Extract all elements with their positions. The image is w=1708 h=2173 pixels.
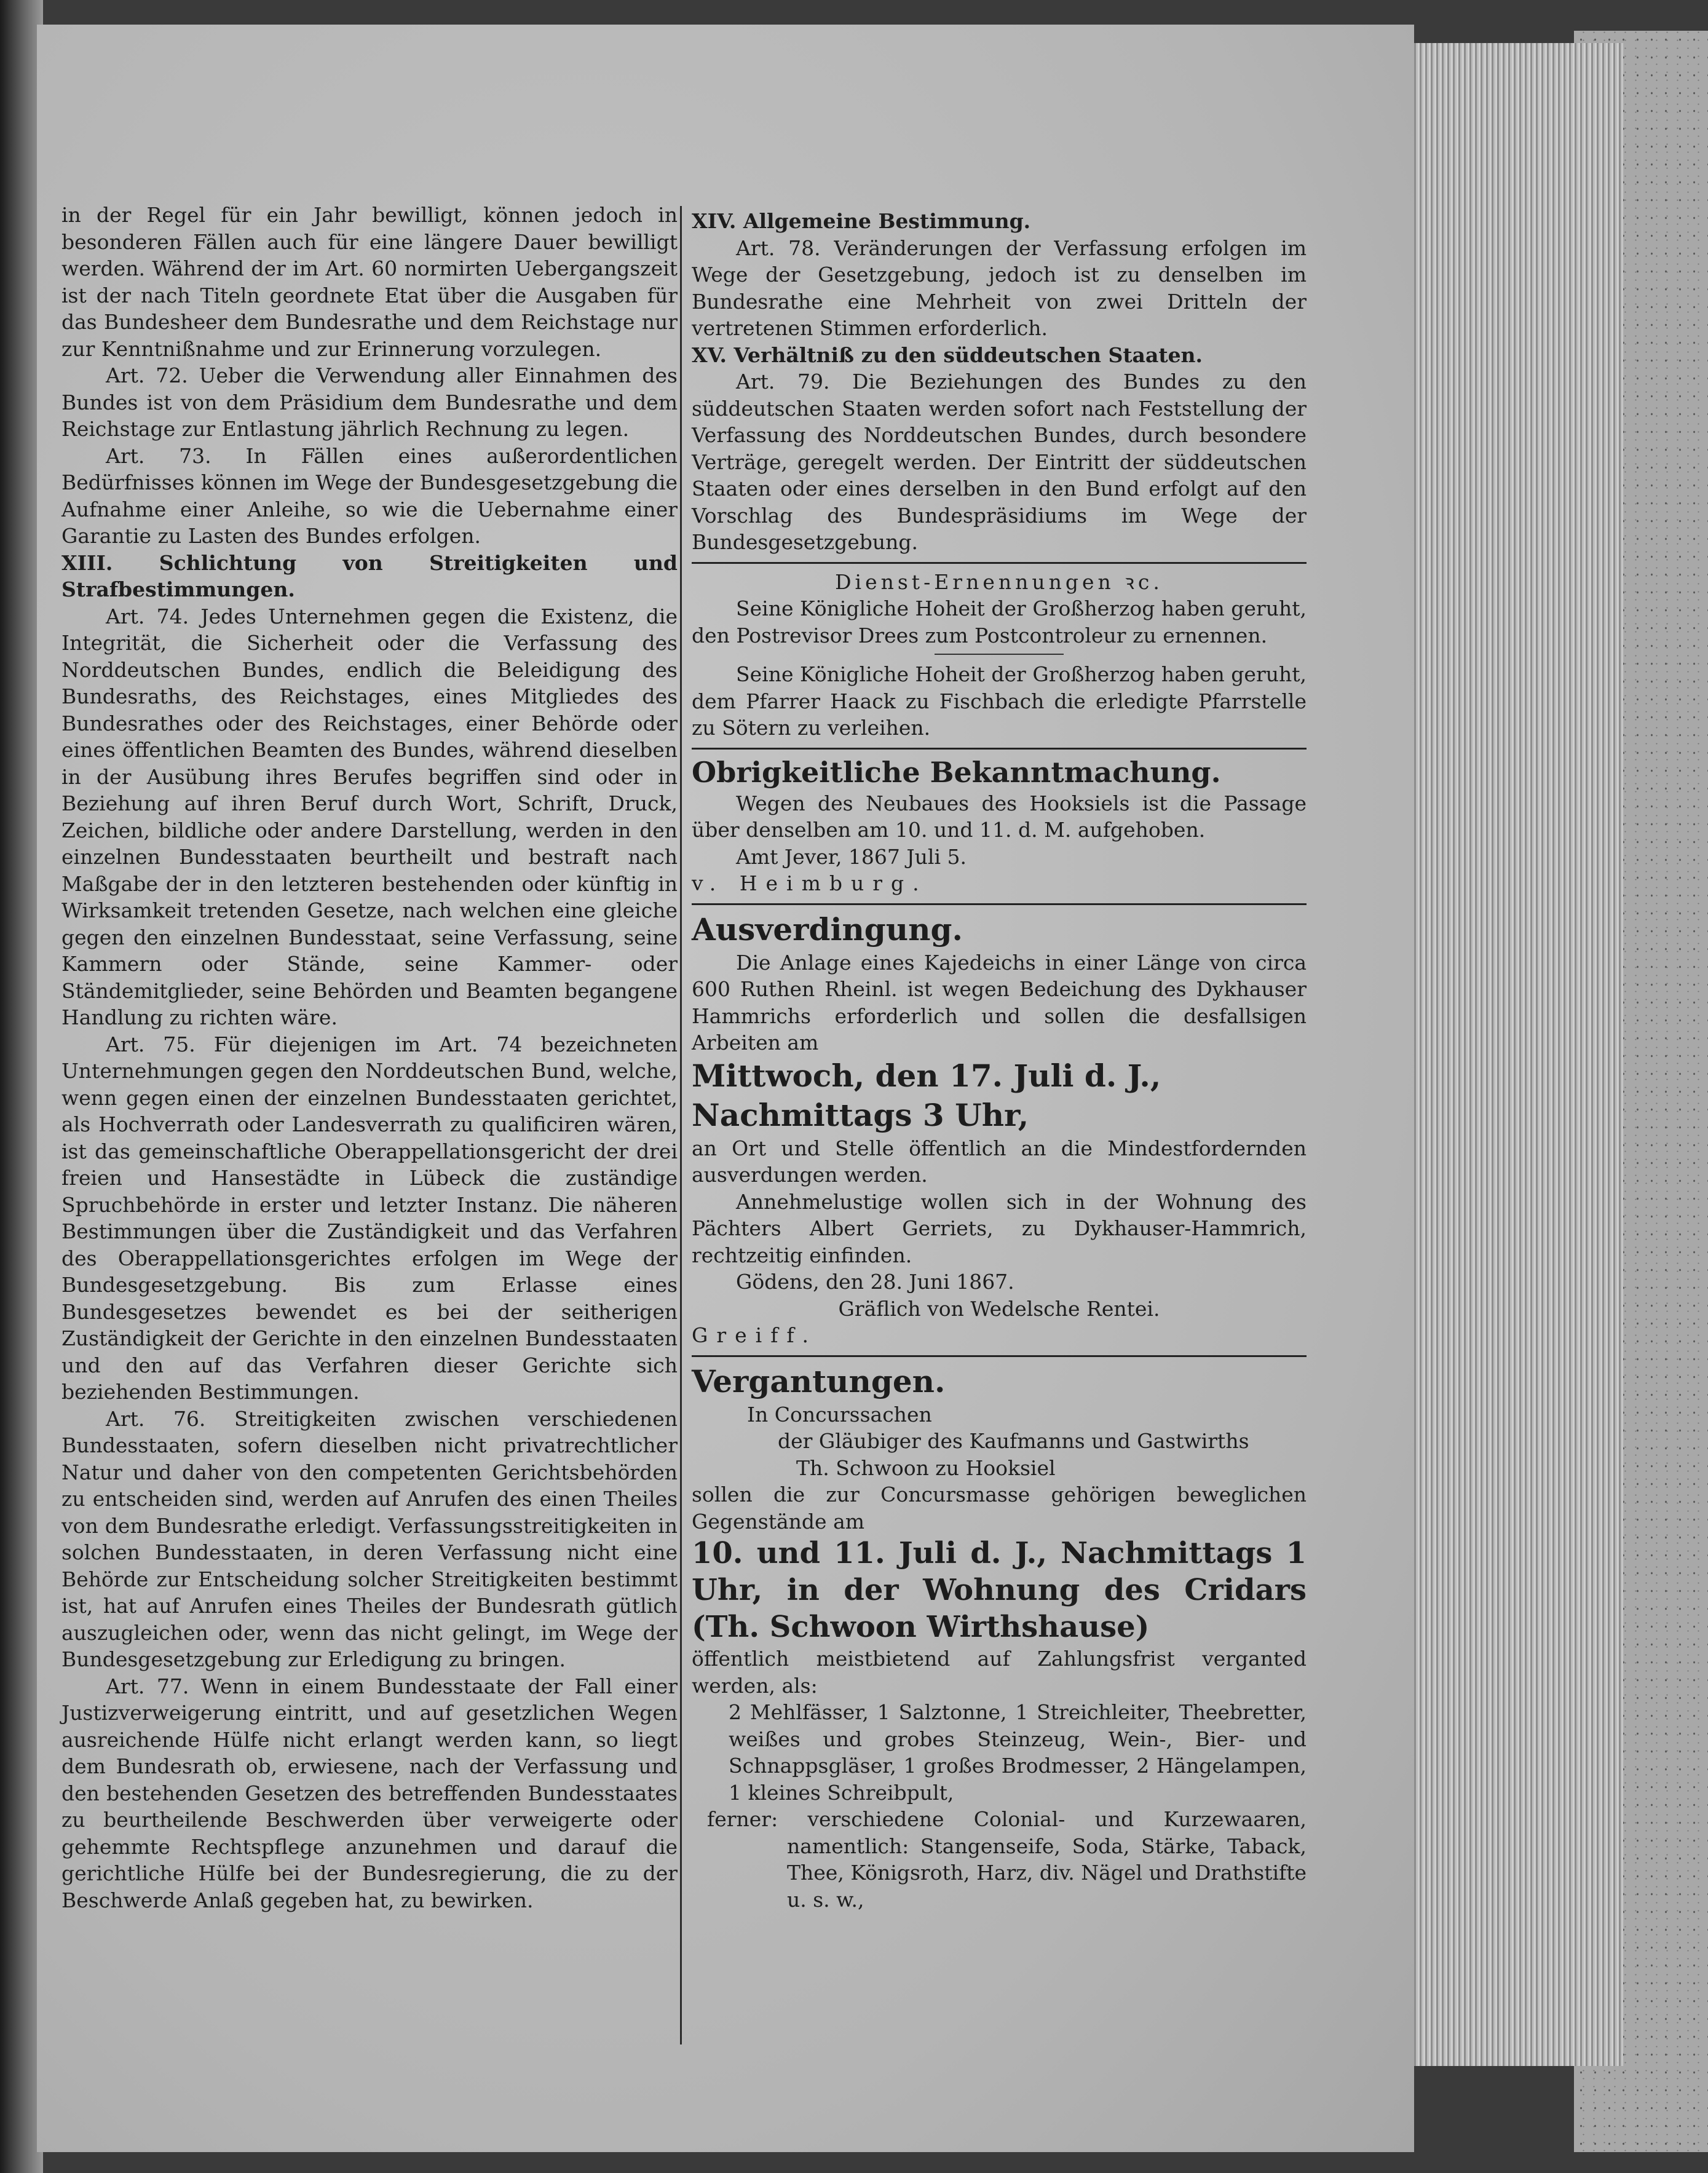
ausverdingung-heading: Ausverdingung. [692, 911, 963, 948]
paragraph-art71-cont: in der Regel für ein Jahr bewilligt, können jedoch in besonderen Fällen auch für eine längere Dauer bewilligt werden. Während der im Art. 60 normirten Uebergangszeit ist der nach Titeln geordnete Etat über die Ausgaben für das Bundesheer dem Bundesrathe und dem Reichstage nur zur Kenntnißnahme und zur Erinnerung vorzulegen. [61, 203, 678, 361]
ausverdingung-time: Nachmittags 3 Uhr, [692, 1096, 1029, 1133]
paragraph-art73: Art. 73. In Fällen eines außerordentlichen Bedürfnisses können im Wege der Bundesgesetzgebung die Aufnahme einer Anleihe, so wie die Uebernahme einer Garantie zu Lasten des Bundes erfolgen. [61, 443, 678, 548]
section-heading-xv: XV. Verhältniß zu den süddeutschen Staaten. [692, 342, 1203, 367]
section-heading-xiv: XIV. Allgemeine Bestimmung. [692, 209, 1031, 233]
divider-rule [692, 903, 1307, 905]
divider-rule [692, 1355, 1307, 1357]
ausverdingung-place-date: Gödens, den 28. Juni 1867. [736, 1270, 1014, 1294]
vergantungen-line-1: In Concurssachen [747, 1402, 932, 1427]
dienst-notice-1: Seine Königliche Hoheit der Großherzog haben geruht, den Postrevisor Drees zum Postcontroleur zu ernennen. [692, 596, 1307, 647]
paragraph-art76: Art. 76. Streitigkeiten zwischen verschiedenen Bundesstaaten, sofern dieselben nicht privatrechtlicher Natur und daher von den competenten Gerichtsbehörden zu entscheiden sind, werden auf Anrufen des einen Theiles von dem Bundesrathe erledigt. Verfassungsstreitigkeiten in solchen Bundesstaaten, in deren Verfassung nicht eine Behörde zur Entscheidung solcher Streitigkeiten bestimmt ist, hat auf Anrufen eines Theiles der Bundesrath gütlich auszugleichen oder, wenn das nicht gelingt, im Wege der Bundesgesetzgebung zur Erledigung zu bringen. [61, 1406, 678, 1671]
right-column [692, 208, 1307, 1913]
vergantungen-heading: Vergantungen. [692, 1363, 946, 1399]
paragraph-art74: Art. 74. Jedes Unternehmen gegen die Existenz, die Integrität, die Sicherheit oder die Verfassung des Norddeutschen Bundes, endlich die Beleidigung des Bundesraths, des Reichstages, eines Mitgliedes des Bundesrathes oder des Reichstages, einer Behörde oder eines öffentlichen Beamten des Bundes, während dieselben in der Ausübung ihres Berufes begriffen sind oder in Beziehung auf ihren Beruf durch Wort, Schrift, Druck, Zeichen, bildliche oder andere Darstellung, werden in den einzelnen Bundesstaaten beurtheilt und bestraft nach Maßgabe der in den letzteren bestehenden oder künftig in Wirksamkeit tretenden Gesetze, nach welchen eine gleiche gegen den einzelnen Bundesstaat, seine Verfassung, seine Kammern oder Stände, seine Kammer- oder Ständemitglieder, seine Behörden und Beamten begangene Handlung zu richten wäre. [61, 604, 678, 1029]
section-heading-xiii: XIII. Schlichtung von Streitigkeiten und Strafbestimmungen. [61, 550, 678, 601]
obrigkeit-place-date: Amt Jever, 1867 Juli 5. [736, 844, 967, 869]
obrigkeit-text: Wegen des Neubaues des Hooksiels ist die Passage über denselben am 10. und 11. d. M. aufgehoben. [692, 791, 1307, 842]
left-column [61, 202, 678, 1914]
paragraph-art72: Art. 72. Ueber die Verwendung aller Einnahmen des Bundes ist von dem Präsidium dem Bundesrathe und dem Reichstage zur Entlastung jährlich Rechnung zu legen. [61, 363, 678, 441]
ausverdingung-signature: Greiff. [692, 1323, 817, 1347]
divider-rule [692, 562, 1307, 564]
dienst-heading: Dienst-Ernennungen ꝛc. [835, 569, 1163, 594]
vergantungen-line-2: der Gläubiger des Kaufmanns und Gastwirths [778, 1429, 1249, 1453]
obrigkeit-signature: v. Heimburg. [692, 871, 928, 895]
paragraph-art78: Art. 78. Veränderungen der Verfassung erfolgen im Wege der Gesetzgebung, jedoch ist zu denselben im Bundesrathe eine Mehrheit von zwei Dritteln der vertretenen Stimmen erforderlich. [692, 236, 1307, 340]
ausverdingung-date: Mittwoch, den 17. Juli d. J., [692, 1057, 1161, 1094]
vergantungen-date-place: 10. und 11. Juli d. J., Nachmittags 1 Uhr, in der Wohnung des Cridars (Th. Schwoon Wirthshause) [692, 1536, 1307, 1644]
obrigkeit-heading: Obrigkeitliche Bekanntmachung. [692, 755, 1221, 789]
vergantungen-line-5: öffentlich meistbietend auf Zahlungsfrist verganted werden, als: [692, 1647, 1307, 1698]
vergantungen-item-list: 2 Mehlfässer, 1 Salztonne, 1 Streichleiter, Theebretter, weißes und grobes Steinzeug, Wein-, Bier- und Schnappsgläser, 1 großes Brodmesser, 2 Hängelampen, 1 kleines Schreibpult, [729, 1700, 1307, 1805]
dienst-notice-2: Seine Königliche Hoheit der Großherzog haben geruht, dem Pfarrer Haack zu Fischbach die erledigte Pfarrstelle zu Sötern zu verleihen. [692, 662, 1307, 740]
vergantungen-further-items: ferner: verschiedene Colonial- und Kurzewaaren, namentlich: Stangenseife, Soda, Stärke, Taback, Thee, Königsroth, Harz, div. Nägel und Drathstifte u. s. w., [707, 1807, 1307, 1912]
vergantungen-line-4: sollen die zur Concursmasse gehörigen beweglichen Gegenstände am [692, 1482, 1307, 1534]
paragraph-art77: Art. 77. Wenn in einem Bundesstaate der Fall einer Justizverweigerung eintritt, und auf gesetzlichen Wegen ausreichende Hülfe nicht erlangt werden kann, so liegt dem Bundesrath ob, erwiesene, nach der Verfassung und den bestehenden Gesetzen des betreffenden Bundesstaates zu beurtheilende Beschwerden über verweigerte oder gehemmte Rechtspflege anzunehmen und darauf die gerichtliche Hülfe bei der Bundesregierung, die zu der Beschwerde Anlaß gegeben hat, zu bewirken. [61, 1674, 678, 1912]
paragraph-art79: Art. 79. Die Beziehungen des Bundes zu den süddeutschen Staaten werden sofort nach Feststellung der Verfassung des Norddeutschen Bundes, durch besondere Verträge, geregelt werden. Der Eintritt der süddeutschen Staaten oder eines derselben in den Bund erfolgt auf den Vorschlag des Bundespräsidiums im Wege der Bundesgesetzgebung. [692, 370, 1307, 554]
ausverdingung-text-3: Annehmelustige wollen sich in der Wohnung des Pächters Albert Gerriets, zu Dykhauser-Hammrich, rechtzeitig einfinden. [692, 1189, 1307, 1267]
vergantungen-line-3: Th. Schwoon zu Hooksiel [796, 1455, 1056, 1480]
divider-rule [692, 748, 1307, 750]
short-divider [935, 654, 1064, 655]
ausverdingung-text-2: an Ort und Stelle öffentlich an die Mindestfordernden ausverdungen werden. [692, 1136, 1307, 1187]
ausverdingung-text: Die Anlage eines Kajedeichs in einer Länge von circa 600 Ruthen Rheinl. ist wegen Bedeichung des Dykhauser Hammrichs erforderlich und sollen die desfallsigen Arbeiten am [692, 950, 1307, 1055]
page-edges [1396, 43, 1623, 2066]
column-divider [680, 206, 682, 2044]
paragraph-art75: Art. 75. Für diejenigen im Art. 74 bezeichneten Unternehmungen gegen den Norddeutschen Bund, welche, wenn gegen einen der einzelnen Bundesstaaten gerichtet, als Hochverrath oder Landesverrath zu qualificiren wären, ist das gemeinschaftliche Oberappellationsgericht der drei freien und Hansestädte in Lübeck die zuständige Spruchbehörde in erster und letzter Instanz. Die näheren Bestimmungen über die Zuständigkeit und das Verfahren des Oberappellationsgerichtes erfolgen im Wege der Bundesgesetzgebung. Bis zum Erlasse eines Bundesgesetzes bewendet es bei der seitherigen Zuständigkeit der Gerichte in den einzelnen Bundesstaaten und den auf das Verfahren dieser Gerichte sich beziehenden Bestimmungen. [61, 1032, 678, 1404]
ausverdingung-office: Gräflich von Wedelsche Rentei. [838, 1296, 1160, 1321]
